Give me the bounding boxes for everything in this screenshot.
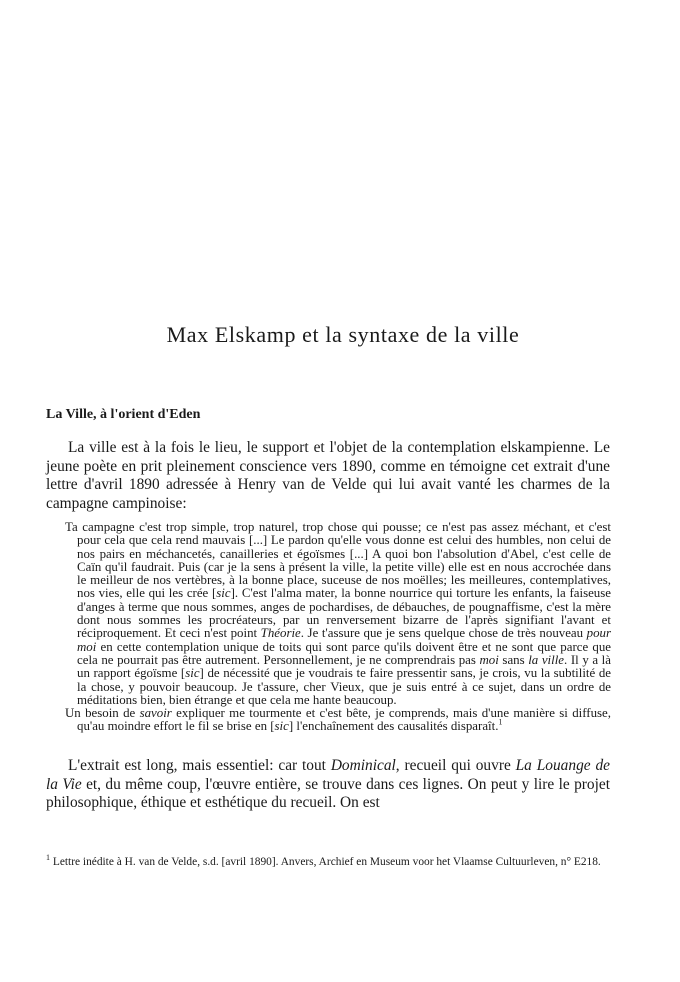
quote-text: expliquer me tourmente et c'est bête, je comprends, mais d'une manière si diffuse, qu'au moindre effort le fil se brise en [ (77, 706, 611, 734)
paragraph-commentary (46, 757, 610, 813)
quote-text: ] de nécessité que je voudrais te faire pressentir sans, je crois, vu la subtilité de la chose, y pouvoir beaucoup. Je t'assure, cher Vieux, que je suis entré à ce sujet, dans un ordre de méditations bien, bien étrange et que cela me hante beaucoup. (77, 666, 611, 707)
quote-text: Ta campagne c'est trop simple, trop naturel, trop chose qui pousse; ce n'est pas assez méchant, et c'est pour cela que cela rend mauvais [...] Le pardon qu'elle vous donne est celui des humbles, non celui de nos pairs en méchancetés, canailleries et égoïsmes [...] A quoi bon l'absolution d'Abel, c'est celle de Caïn qu'il faudrait. Puis (car je la sens à présent la ville, la petite ville) elle est en nous accrochée dans le meilleur de nos vertèbres, à la bonne place, suceuse de nos moëlles; les meilleures, contemplatives, nos vies, elle qui les crée [ (65, 520, 611, 601)
footnote (46, 855, 612, 869)
quote-emphasis: sic (216, 586, 231, 601)
quote-text: ] l'enchaînement des causalités disparaît. (288, 719, 499, 734)
body-text: L'extrait est long, mais essentiel: car tout (68, 757, 331, 774)
quote-text: ]. C'est l'alma mater, la bonne nourrice qui torture les enfants, la faiseuse d'anges à terme que nous sommes, anges de pochardises, de débauches, de pougnaffisme, c'est la mère dont nous sommes les procréateurs, par un renversement bizarre de l'après signifiant l'avant et réciproquement. Et ceci n'est point (77, 586, 611, 641)
paragraph-intro: La ville est à la fois le lieu, le support et l'objet de la contemplation elskampienne. Le jeune poète en prit pleinement conscience vers 1890, comme en témoigne cet extrait d'une lettre d'avril 1890 adressée à Henry van de Velde qui lui avait vanté les charmes de la campagne campinoise: (46, 439, 610, 512)
footnote-number: 1 (46, 853, 50, 863)
quote-text: . Il y a là un rapport égoïsme [ (77, 652, 611, 681)
quote-emphasis: sic (185, 666, 200, 681)
quote-text: sans (498, 652, 529, 667)
body-text: , recueil qui ouvre (395, 757, 516, 774)
quote-text: en cette contemplation unique de toits qui sont parce qu'ils doivent être et ne sont que parce que cela ne pourrait pas être autrement. Personnellement, je ne comprendrais pas (77, 639, 611, 667)
quote-emphasis: savoir (139, 706, 172, 721)
footnote-reference: 1 (498, 718, 503, 728)
quote-emphasis: sic (274, 719, 289, 734)
quote-text: Un besoin de (65, 706, 140, 721)
body-text: et, du même coup, l'œuvre entière, se trouve dans ces lignes. On peut y lire le projet philosophique, éthique et esthétique du recueil. On est (46, 775, 610, 811)
quote-emphasis: moi (479, 652, 499, 667)
quote-emphasis: la ville (528, 652, 565, 667)
footnote-text: Lettre inédite à H. van de Velde, s.d. [avril 1890]. Anvers, Archief en Museum voor het Vlaamse Cultuurleven, n° E218. (52, 856, 601, 868)
quote-paragraph-1 (65, 521, 611, 707)
quote-text: . Je t'assure que je sens quelque chose de très nouveau (300, 626, 587, 641)
book-title: La Louange de la Vie (46, 757, 610, 793)
section-heading: La Ville, à l'orient d'Eden (46, 407, 201, 422)
book-title: Dominical (330, 757, 396, 774)
block-quote (65, 521, 611, 734)
quote-emphasis: Théorie (260, 626, 301, 641)
quote-paragraph-2 (65, 707, 611, 734)
quote-emphasis: pour moi (77, 626, 612, 654)
article-title: Max Elskamp et la syntaxe de la ville (166, 322, 520, 347)
